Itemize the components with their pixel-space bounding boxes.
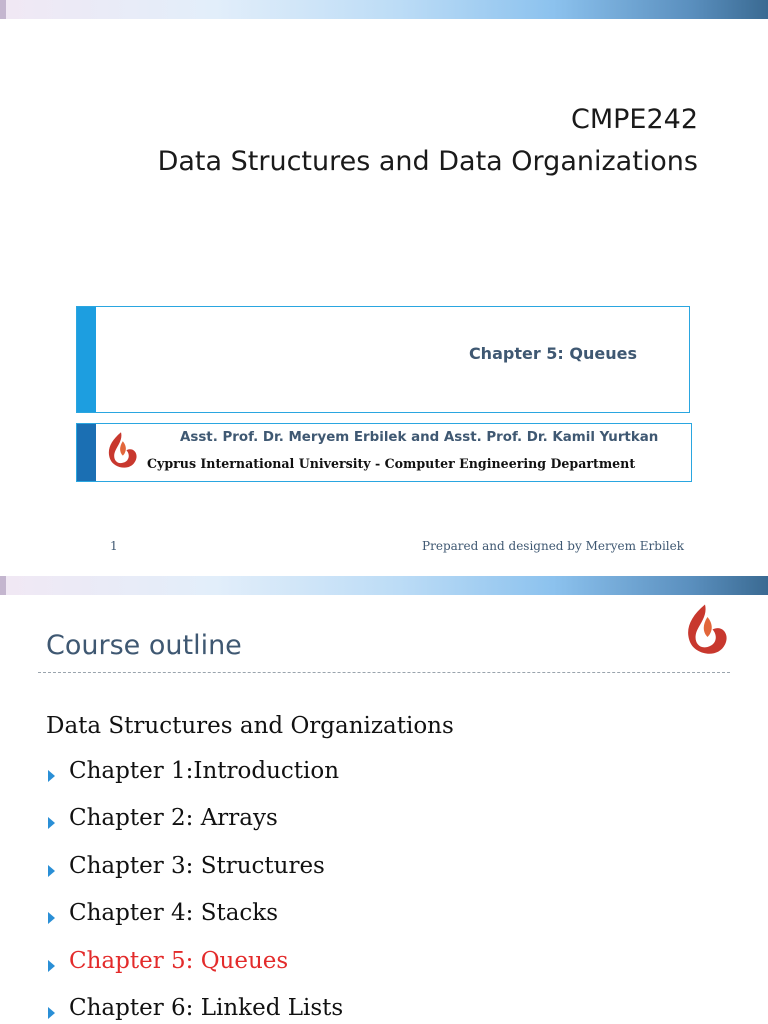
- chapter-item-label: Chapter 4: Stacks: [69, 900, 279, 927]
- triangle-bullet-icon: [48, 770, 55, 782]
- title-divider: [38, 672, 730, 673]
- author-box-accent-band: [77, 424, 96, 481]
- chapter-label: Chapter 5: Queues: [468, 344, 637, 363]
- course-title: Data Structures and Data Organizations: [157, 146, 698, 177]
- chapter-item-label: Chapter 1:Introduction: [69, 758, 340, 784]
- university-logo-icon: [103, 430, 139, 474]
- triangle-bullet-icon: [48, 912, 55, 924]
- page-number: 1: [110, 539, 118, 553]
- chapter-item-label: Chapter 5: Queues: [69, 947, 289, 974]
- course-code: CMPE242: [570, 104, 698, 135]
- outline-slide: [0, 576, 768, 1024]
- triangle-bullet-icon: [48, 1007, 55, 1019]
- chapter-item-label: Chapter 2: Arrays: [69, 805, 278, 832]
- author-box: [76, 423, 692, 482]
- chapter-box: [76, 306, 690, 413]
- chapter-box-accent-band: [77, 307, 96, 412]
- prepared-by-footer: Prepared and designed by Meryem Erbilek: [422, 539, 684, 553]
- university-logo-icon: [680, 602, 730, 662]
- triangle-bullet-icon: [48, 865, 55, 877]
- slide-header-bar: [0, 576, 768, 595]
- triangle-bullet-icon: [48, 960, 55, 972]
- slide-title: Course outline: [46, 630, 242, 661]
- chapter-item-label: Chapter 3: Structures: [69, 852, 325, 879]
- chapter-item-label: Chapter 6: Linked Lists: [69, 994, 344, 1021]
- outline-subtitle: Data Structures and Organizations: [46, 713, 454, 739]
- department-line: Cyprus International University - Computer Engineering Department: [147, 456, 636, 471]
- authors-line: Asst. Prof. Dr. Meryem Erbilek and Asst. Prof. Dr. Kamil Yurtkan: [180, 430, 659, 445]
- triangle-bullet-icon: [48, 817, 55, 829]
- slide-header-bar: [0, 0, 768, 19]
